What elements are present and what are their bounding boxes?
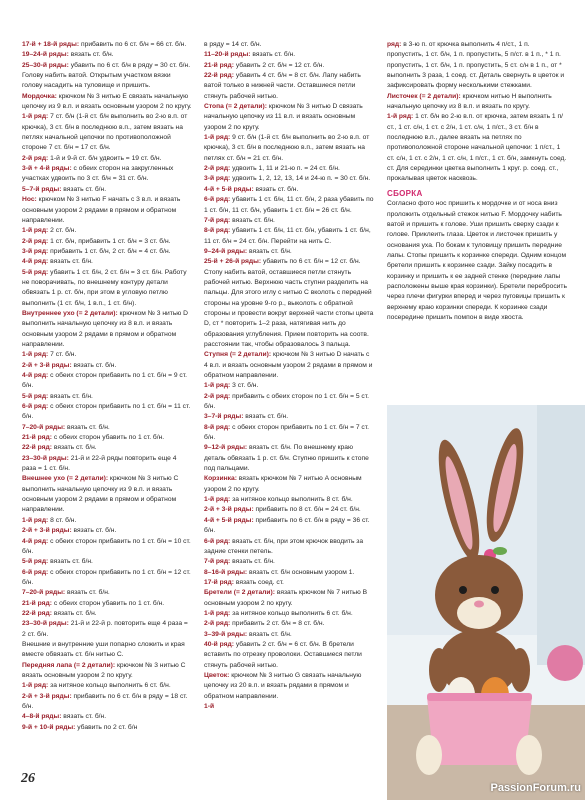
row-instructions: за нитяное кольцо выполнить 6 ст. б/н. xyxy=(48,682,171,690)
row-instructions: убавить 4 ст. б/н = 8 ст. б/н. Лапу набить ватой только в нижней части. Оставшиеся петли стянуть рабочей нитью. xyxy=(204,72,361,100)
row-label: 3–7-й ряды: xyxy=(204,413,244,421)
row-instructions: вязать ст. б/н. xyxy=(71,361,117,369)
row-label: 4-й + 5-й ряды: xyxy=(204,185,254,193)
row-label: 4–8-й ряды: xyxy=(22,713,62,721)
row-instructions: убавить 1 ст. б/н, 11 ст. б/н, 2 раза убавить по 1 ст. б/н, 11 ст. б/н, убавить 1 ст. б/н = 26 ст. б/н. xyxy=(204,196,374,214)
paragraph xyxy=(22,423,192,433)
row-label: 21-й ряд: xyxy=(204,61,235,69)
paragraph xyxy=(22,568,192,589)
row-label: Мордочка: xyxy=(22,92,57,100)
row-instructions: вязать ст. б/н. xyxy=(253,185,299,193)
row-label: 22-й ряд: xyxy=(204,72,235,80)
row-instructions: с обеих сторон прибавить по 1 ст. б/н = 7 ст. б/н. xyxy=(204,423,369,442)
row-label: 1-й ряд: xyxy=(204,134,231,142)
paragraph xyxy=(22,50,192,60)
paragraph xyxy=(204,226,374,247)
row-instructions: вязать ст. б/н. xyxy=(48,392,93,400)
paragraph xyxy=(22,433,192,443)
left-foot xyxy=(416,735,442,775)
paragraph xyxy=(22,661,192,682)
window-frame xyxy=(537,405,585,665)
row-label: Передняя лапа (= 2 детали): xyxy=(22,661,116,669)
row-label: 4-й ряд: xyxy=(22,258,49,266)
row-label: 2-й + 3-й ряды: xyxy=(22,361,72,369)
row-instructions: убавить 2 ст. б/н = 6 ст. б/н. В бретели вставить по отрезку проволоки. Оставшиеся петли стянуть рабочей нитью. xyxy=(204,640,362,669)
row-instructions: прибавить по 6 ст. б/н = 66 ст. б/н. xyxy=(79,41,187,48)
paragraph xyxy=(22,195,192,226)
paragraph xyxy=(22,454,192,475)
paragraph xyxy=(387,92,567,113)
row-label: 5-й ряд: xyxy=(22,392,49,400)
row-instructions: вязать крючком № 7 нитью B основным узором 2 по кругу. xyxy=(204,589,368,607)
paragraph xyxy=(387,112,567,184)
row-label: Внешнее ухо (= 2 детали): xyxy=(22,475,109,483)
row-instructions: Внешние и внутренние уши попарно сложить и края вместе обвязать ст. б/н нитью C. xyxy=(22,640,185,659)
row-instructions: убавить 1 ст. б/н, 2 ст. б/н = 3 ст. б/н. Работу не поворачивать, по внешнему контуру детали обвязать 1 р. ст. б/н, при этом в угловую петлю выполнить (1 ст. б/н, 1 в.п., 1 ст. б/н). xyxy=(22,268,187,307)
paragraph xyxy=(204,195,374,216)
bunny-illustration xyxy=(387,405,585,800)
paragraph xyxy=(204,671,374,702)
row-instructions: крючком нитью H выполнить начальную цепочку из 8 в.п. и вязать по кругу. xyxy=(387,92,552,111)
paragraph xyxy=(204,350,374,381)
row-instructions: вязать ст. б/н. xyxy=(247,247,292,255)
row-label: 6-й ряд: xyxy=(204,537,231,545)
paragraph xyxy=(204,505,374,515)
row-instructions: убавить по 6 ст. б/н в ряду = 30 ст. б/н. Голову набить ватой. Открытым участком вязки голову насадить на туловище и пришить. xyxy=(22,61,191,90)
row-label: 6-й ряд: xyxy=(22,568,49,576)
row-label: Корзинка: xyxy=(204,475,237,483)
row-label: 4-й + 5-й ряды: xyxy=(204,516,254,524)
paragraph xyxy=(204,71,374,102)
paragraph xyxy=(204,588,374,609)
paragraph xyxy=(204,557,374,567)
row-label: 23–30-й ряды: xyxy=(22,620,69,628)
paragraph xyxy=(204,640,374,671)
paragraph xyxy=(22,599,192,609)
paragraph xyxy=(22,619,192,640)
row-label: 3–39-й ряды: xyxy=(204,630,248,638)
row-label: 7-й ряд: xyxy=(204,558,231,566)
row-label: 21-й ряд: xyxy=(22,434,53,442)
paragraph xyxy=(204,247,374,257)
paragraph xyxy=(204,257,374,350)
paragraph xyxy=(204,495,374,505)
row-instructions: крючком № 3 нитью E связать начальную цепочку из 9 в.п. и вязать основным узором 2 по кругу. xyxy=(22,92,192,111)
bunny-in-basket-photo xyxy=(387,405,585,800)
row-instructions: с обеих сторон прибавить по 1 ст. б/н = 10 ст. б/н. xyxy=(22,537,191,555)
row-label: 1-й ряд: xyxy=(22,227,49,235)
row-label: Ступня (= 2 детали): xyxy=(204,351,272,359)
row-label: 2-й + 3-й ряды: xyxy=(204,506,254,514)
paragraph xyxy=(204,50,374,60)
row-instructions: убавить по 2 ст. б/н xyxy=(75,723,138,731)
row-instructions: с обеих сторон убавить по 1 ст. б/н. xyxy=(52,599,165,607)
paragraph xyxy=(22,392,192,402)
row-instructions: удвоить 1, 2, 12, 13, 14 и 24-ю п. = 30 ст. б/н. xyxy=(230,175,371,183)
section-heading: СБОРКА xyxy=(387,188,423,198)
paragraph xyxy=(204,619,374,629)
row-label: 1-й xyxy=(204,703,215,710)
row-instructions: в 3-ю п. от крючка выполнить 4 п/ст., 1 п. пропустить, 1 ст. б/н, 1 п. пропустить, 5 п/ст. в 1 п., * 1 п. пропустить, 1 ст. б/н, 1 п. пропустить, 5 ст. с/н в 1 п., от * выполнить 3 раза, 1 соед. ст. Деталь свернуть в цветок и зафиксировать форму несколькими стежками. xyxy=(387,41,565,90)
right-eye xyxy=(491,586,499,594)
row-label: 25–30-й ряды: xyxy=(22,61,69,69)
paragraph xyxy=(22,112,192,153)
row-label: 3-й ряд: xyxy=(22,247,49,255)
row-instructions: вязать ст. б/н. xyxy=(52,444,97,452)
row-label: 1-й ряд: xyxy=(204,496,231,504)
paragraph xyxy=(22,61,192,92)
paragraph xyxy=(204,609,374,619)
row-instructions: убавить 1 ст. б/н, 11 ст. б/н, убавить 1 ст. б/н, 11 ст. б/н = 24 ст. б/н. Перейти на нить C. xyxy=(204,227,371,245)
yarn-ball xyxy=(547,645,583,681)
leaf xyxy=(493,547,507,555)
row-label: 6-й ряд: xyxy=(22,403,49,411)
row-instructions: вязать ст. б/н. xyxy=(48,258,93,266)
row-label: 2-й + 3-й ряды: xyxy=(22,527,72,535)
row-label: 1-й ряд: xyxy=(204,382,231,390)
row-label: Бретели (= 2 детали): xyxy=(204,589,275,597)
row-label: Цветок: xyxy=(204,671,230,679)
paragraph xyxy=(204,568,374,578)
row-instructions: крючком № 3 нитью F начать с 3 в.п. и вязать основным узором 2 рядами в прямом и обратном направлении. xyxy=(22,196,181,224)
paragraph xyxy=(204,537,374,558)
row-label: 3-й + 4-й ряды: xyxy=(22,165,72,173)
site-watermark: PassionForum.ru xyxy=(490,782,581,794)
paragraph xyxy=(204,174,374,184)
row-instructions: 9 ст. б/н (1-й ст. б/н выполнить во 2-ю в.п. от крючка), 3 ст. б/н в последнюю в.п., затем вязать на петлях ст. б/н = 21 ст. б/н. xyxy=(204,134,370,162)
row-instructions: 8 ст. б/н. xyxy=(48,516,77,524)
row-label: 5-й ряд: xyxy=(22,558,49,566)
row-instructions: с обеих сторон прибавить по 1 ст. б/н = 12 ст. б/н. xyxy=(22,568,191,586)
row-label: 1-й ряд: xyxy=(204,609,231,617)
row-label: 7–20-й ряды: xyxy=(22,423,66,431)
paragraph xyxy=(22,247,192,257)
row-instructions: крючком № 3 нитью C вязать основным узором 2 по кругу. xyxy=(22,661,186,679)
row-instructions: 1-й и 9-й ст. б/н удвоить = 19 ст. б/н. xyxy=(48,154,162,162)
row-instructions: вязать ст. б/н. xyxy=(68,51,114,59)
row-instructions: с обеих сторон прибавить по 1 ст. б/н = 9 ст. б/н. xyxy=(22,372,187,390)
paragraph xyxy=(204,412,374,422)
paragraph xyxy=(22,92,192,113)
row-instructions: Согласно фото нос пришить к мордочке и от носа вниз проложить отдельный стежок нитью F. Мордочку набить ватой и пришить к голове. Уши пришить сверху сзади к голове. Приклеить глаза. Цветок и листочек пришить у основания уха. По бокам к туловищу пришить передние лапы. Стопы пришить к корзинке спереди. Одним концом бретели пришить к корзинке сзади. Зайку посадить в корзинку и пришить к ее задней стенке (передние лапы расположены выше края корзинки). Бретели перебросить через плечи фигурки вперед и через пуговицы пришить к верхнему краю корзинки спереди. К корзинке сзади посередине пришить помпон в виде хвоста. xyxy=(387,200,567,321)
row-instructions: убавить по 6 ст. б/н = 12 ст. б/н. Стопу набить ватой, оставшиеся петли стянуть рабочей нитью. Верхнюю часть ступни разделить на пальцы. Для этого иглу с нитью C вколоть с передней стороны на уровне 9-го р., выколоть с обратной стороны и провести вокруг верхней части стопы цвета D, ст * повторить 1–2 раза, натягивая нить до образования углубления. Прием повторить на соотв. расстоянии так, чтобы образовалось 3 пальца. xyxy=(204,258,374,348)
paragraph xyxy=(204,702,374,712)
row-instructions: вязать ст. б/н. xyxy=(61,713,107,721)
paragraph xyxy=(204,474,374,495)
row-label: ряд: xyxy=(387,41,402,48)
row-instructions: вязать ст. б/н. xyxy=(230,558,275,566)
paragraph xyxy=(22,185,192,195)
row-label: 17-й ряд: xyxy=(204,578,235,586)
row-instructions: прибавить 1 ст. б/н, 2 ст. б/н = 4 ст. б/н. xyxy=(48,247,171,255)
paragraph xyxy=(22,443,192,453)
paragraph xyxy=(22,226,192,236)
row-instructions: прибавить по 6 ст. б/н в ряду = 18 ст. б/н. xyxy=(22,692,188,710)
row-label: 25-й + 26-й ряды: xyxy=(204,258,262,266)
row-instructions: 2 ст. б/н. xyxy=(48,227,77,235)
row-instructions: с обеих сторон на закругленных участках удвоить по 3 ст. б/н = 31 ст. б/н. xyxy=(22,165,174,183)
paragraph xyxy=(22,350,192,360)
paragraph xyxy=(22,557,192,567)
row-label: Листочек (= 2 детали): xyxy=(387,92,461,100)
row-instructions: вязать соед. ст. xyxy=(234,578,284,586)
row-label: 2-й ряд: xyxy=(22,237,49,245)
row-label: 7–20-й ряды: xyxy=(22,589,66,597)
left-eye xyxy=(459,586,467,594)
row-label: 1-й ряд: xyxy=(387,113,414,121)
row-instructions: прибавить с обеих сторон по 1 ст. б/н = 5 ст. б/н. xyxy=(204,392,369,411)
row-label: Нос: xyxy=(22,196,37,204)
row-label: 6-й ряд: xyxy=(204,196,231,204)
row-label: 2-й ряд: xyxy=(204,620,231,628)
row-instructions: вязать ст. б/н основным узором 1. xyxy=(247,568,355,576)
row-label: 2-й ряд: xyxy=(204,165,231,173)
text-column-right xyxy=(387,40,567,400)
row-label: 21-й ряд: xyxy=(22,599,53,607)
paragraph xyxy=(22,537,192,558)
row-instructions: вязать ст. б/н. xyxy=(230,216,275,224)
paragraph xyxy=(204,381,374,391)
paragraph xyxy=(22,640,192,661)
row-instructions: 7 ст. б/н (1-й ст. б/н выполнить во 2-ю в.п. от крючка), 3 ст. б/н в последнюю в.п., затем вязать на петлях начальной цепочки по противоположной стороне 7 ст. б/н = 17 ст. б/н. xyxy=(22,113,188,152)
row-instructions: вязать ст. б/н. По внешнему краю деталь обвязать 1 р. ст. б/н. Ступню пришить к стопе под пальцами. xyxy=(204,444,369,473)
row-label: 11–20-й ряды: xyxy=(204,51,251,59)
row-instructions: вязать ст. б/н. xyxy=(65,589,110,597)
paragraph xyxy=(22,723,192,733)
paragraph xyxy=(22,257,192,267)
row-instructions: с обеих сторон убавить по 1 ст. б/н. xyxy=(52,434,165,442)
row-label: 9–24-й ряды: xyxy=(204,247,248,255)
row-instructions: 3 ст. б/н. xyxy=(230,382,259,390)
paragraph xyxy=(204,133,374,164)
row-instructions: убавить 2 ст. б/н = 12 ст. б/н. xyxy=(234,61,325,69)
row-label: 9-й + 10-й ряды: xyxy=(22,723,76,731)
paragraph xyxy=(22,712,192,722)
paragraph xyxy=(22,681,192,691)
row-instructions: вязать ст. б/н, при этом крючок вводить за задние стенки петель. xyxy=(204,537,364,555)
row-instructions: вязать ст. б/н. xyxy=(250,51,296,59)
row-instructions: прибавить по 6 ст. б/н в ряду = 36 ст. б/н. xyxy=(204,516,370,535)
paragraph xyxy=(204,443,374,474)
paragraph xyxy=(22,154,192,164)
row-label: 9–12-й ряды: xyxy=(204,444,248,452)
row-label: 3-й ряд: xyxy=(204,175,231,183)
row-instructions: за нитяное кольцо выполнить 8 ст. б/н. xyxy=(230,496,353,504)
paragraph xyxy=(22,268,192,309)
paragraph xyxy=(22,526,192,536)
paragraph xyxy=(22,371,192,392)
row-label: 8-й ряд: xyxy=(204,227,231,235)
row-instructions: в ряду = 14 ст. б/н. xyxy=(204,41,262,48)
row-label: 7-й ряд: xyxy=(204,216,231,224)
paragraph xyxy=(387,199,567,323)
paragraph xyxy=(204,630,374,640)
paragraph xyxy=(204,423,374,444)
paragraph xyxy=(204,392,374,413)
row-instructions: вязать ст. б/н. xyxy=(247,630,292,638)
paragraph xyxy=(204,102,374,133)
row-instructions: с обеих сторон прибавить по 1 ст. б/н = 11 ст. б/н. xyxy=(22,403,191,421)
row-instructions: 21-й и 22-й р. повторить еще 4 раза = 2 ст. б/н. xyxy=(22,620,188,638)
row-label: 40-й ряд: xyxy=(204,640,235,648)
row-label: 8-й ряд: xyxy=(204,423,231,431)
row-instructions: крючком № 3 нитью D выполнить начальную цепочку из 8 в.п. и вязать основным узором 2 рядами в прямом и обратном направлении. xyxy=(22,309,189,348)
paragraph xyxy=(22,692,192,713)
row-instructions: крючком № 3 нитью G связать начальную цепочку из 20 в.п. и вязать рядами в прямом и обратном направлении. xyxy=(204,671,362,700)
paragraph xyxy=(22,309,192,350)
row-label: 4-й ряд: xyxy=(22,372,49,379)
paragraph xyxy=(204,216,374,226)
row-label: 5–7-й ряды: xyxy=(22,185,62,193)
right-arm xyxy=(510,648,530,692)
paragraph xyxy=(204,61,374,71)
row-label: 5-й ряд: xyxy=(22,268,49,276)
row-label: 2-й ряд: xyxy=(22,154,49,162)
row-instructions: вязать ст. б/н. xyxy=(71,527,117,535)
row-instructions: вязать ст. б/н. xyxy=(52,609,97,617)
text-column-middle xyxy=(204,40,374,768)
paragraph xyxy=(22,609,192,619)
row-label: 1-й ряд: xyxy=(22,351,49,359)
row-label: 23–30-й ряды: xyxy=(22,454,69,462)
paragraph xyxy=(22,237,192,247)
row-instructions: 21-й и 22-й ряды повторить еще 4 раза = 1 ст. б/н. xyxy=(22,454,177,473)
row-label: 1-й ряд: xyxy=(22,113,49,121)
paragraph xyxy=(204,578,374,588)
row-instructions: вязать ст. б/н. xyxy=(61,185,107,193)
row-instructions: вязать крючком № 7 нитью A основным узором 2 по кругу. xyxy=(204,475,362,493)
paragraph xyxy=(204,185,374,195)
paragraph xyxy=(204,516,374,537)
row-instructions: 1 ст. б/н, прибавить 1 ст. б/н = 3 ст. б/н. xyxy=(48,237,171,245)
paragraph xyxy=(387,40,567,92)
row-instructions: прибавить 2 ст. б/н = 8 ст. б/н. xyxy=(230,620,325,628)
paragraph xyxy=(22,516,192,526)
row-instructions: крючком № 3 нитью D связать начальную цепочку из 11 в.п. и вязать основным узором 2 по кругу. xyxy=(204,103,363,131)
row-label: 4-й ряд: xyxy=(22,537,49,545)
row-label: Стопа (= 2 детали): xyxy=(204,103,267,111)
row-label: 2-й ряд: xyxy=(204,392,231,400)
paragraph xyxy=(204,164,374,174)
row-label: 2-й + 3-й ряды: xyxy=(22,692,72,700)
row-label: 22-й ряд: xyxy=(22,444,53,452)
row-label: Внутреннее ухо (= 2 детали): xyxy=(22,309,118,317)
row-instructions: вязать ст. б/н. xyxy=(65,423,110,431)
right-foot xyxy=(516,735,542,775)
nose xyxy=(474,601,484,608)
paragraph xyxy=(22,40,192,50)
row-instructions: крючком № 3 нитью C выполнить начальную цепочку из 9 в.п. и вязать основным узором 2 рядами в прямом и обратном направлении. xyxy=(22,475,179,514)
row-instructions: 7 ст. б/н. xyxy=(48,351,77,359)
text-column-left xyxy=(22,40,192,768)
row-label: 1-й ряд: xyxy=(22,682,49,690)
row-instructions: крючком № 3 нитью D начать с 4 в.п. и вязать основным узором 2 рядами в прямом и обратном направлении. xyxy=(204,351,373,379)
row-label: 8–16-й ряды: xyxy=(204,568,248,576)
page-number: 26 xyxy=(21,771,35,786)
paragraph xyxy=(22,402,192,423)
row-instructions: удвоить 1, 11 и 21-ю п. = 24 ст. б/н. xyxy=(230,165,340,173)
row-instructions: 1 ст. б/н во 2-ю в.п. от крючка, затем вязать 1 п/ст., 1 ст. с/н, 1 ст. с 2/н, 1 ст. с/н, 1 п/ст., 3 ст. б/н в последнюю в.п., далее вязать на петлях по противоположной стороне начальной цепочки: 1 п/ст., 1 ст. с/н, 1 ст. с 2/н, 1 ст. с/н, 1 п/ст., 1 ст. б/н, замкнуть соед. ст. Для серединки цветка выполнить 1 круг. р. соед. ст., прокалывая цветок насквозь. xyxy=(387,113,567,183)
row-label: 17-й + 18-й ряды: xyxy=(22,41,80,48)
row-instructions: вязать ст. б/н. xyxy=(48,558,93,566)
paragraph xyxy=(22,164,192,185)
paragraph xyxy=(22,588,192,598)
row-instructions: вязать ст. б/н. xyxy=(243,413,289,421)
paragraph xyxy=(204,40,374,50)
paragraph xyxy=(22,361,192,371)
basket-rim xyxy=(427,693,532,701)
row-instructions: прибавить по 8 ст. б/н = 24 ст. б/н. xyxy=(253,506,361,514)
row-label: 1-й ряд: xyxy=(22,516,49,524)
row-instructions: за нитяное кольцо выполнить 6 ст. б/н. xyxy=(230,609,353,617)
left-arm xyxy=(429,648,449,692)
row-label: 22-й ряд: xyxy=(22,609,53,617)
paragraph xyxy=(22,474,192,515)
row-label: 19–24-й ряды: xyxy=(22,51,69,59)
